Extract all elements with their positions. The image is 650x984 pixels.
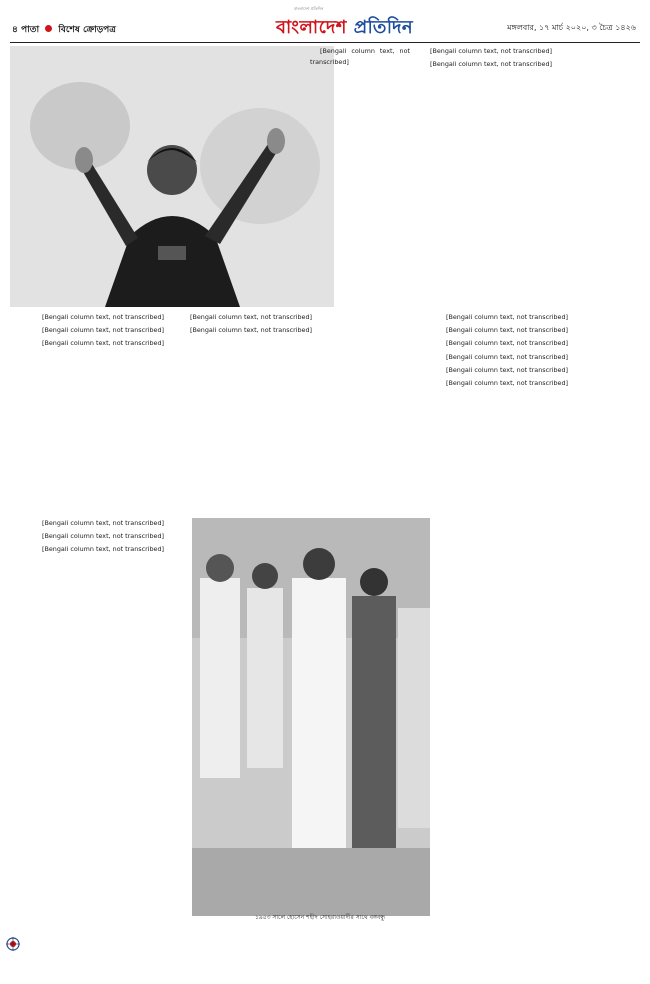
article-column-e (420, 46, 638, 311)
article-paragraph: [Bengali column text, not transcribed] (42, 519, 165, 527)
date-line: মঙ্গলবার, ১৭ মার্চ ২০২০, ৩ চৈত্র ১৪২৬ (507, 23, 636, 32)
article-paragraph: [Bengali column text, not transcribed] (446, 365, 569, 374)
article-column-f (180, 312, 346, 517)
article-paragraph: [Bengali column text, not transcribed] (190, 326, 313, 335)
photo-procession (192, 518, 430, 916)
article-paragraph: [Bengali column text, not transcribed] (42, 313, 165, 321)
page-header (0, 0, 650, 44)
article-column-c (32, 518, 190, 918)
masthead-logo-part2: প্রতিদিন (346, 17, 414, 38)
article-paragraph: [Bengali column text, not transcribed] (446, 326, 569, 335)
masthead (276, 6, 426, 42)
section-bullet-icon (45, 25, 52, 32)
article-paragraph: [Bengali column text, not transcribed] (310, 47, 410, 67)
page-number: ৪ পাতা (12, 25, 40, 35)
article-paragraph: [Bengali column text, not transcribed] (190, 313, 313, 321)
registration-mark-icon (6, 936, 20, 950)
article-paragraph: [Bengali column text, not transcribed] (446, 313, 569, 321)
article-paragraph: [Bengali column text, not transcribed] (42, 545, 165, 554)
masthead-tagline: বাংলাদেশ প্রতিদিন (294, 6, 324, 11)
article-paragraph: [Bengali column text, not transcribed] (42, 339, 165, 348)
masthead-logo (276, 13, 426, 44)
article-paragraph: [Bengali column text, not transcribed] (42, 326, 165, 335)
article-column-d (436, 312, 638, 916)
photo-speech (10, 46, 334, 307)
article-paragraph: [Bengali column text, not transcribed] (446, 379, 569, 388)
section-title: বিশেষ ক্রোড়পত্র (58, 25, 116, 35)
masthead-logo-part1: বাংলাদেশ (276, 17, 347, 38)
article-column-a (310, 46, 410, 311)
header-divider (10, 42, 640, 43)
article-paragraph: [Bengali column text, not transcribed] (446, 352, 569, 361)
article-paragraph: [Bengali column text, not transcribed] (42, 532, 165, 541)
page-label (12, 22, 116, 37)
article-paragraph: [Bengali column text, not transcribed] (446, 339, 569, 348)
article-paragraph: [Bengali column text, not transcribed] (430, 47, 553, 55)
article-paragraph: [Bengali column text, not transcribed] (430, 60, 553, 69)
photo-caption: ১৯৫৩ সালে হোসেন শহীদ সোহরাওয়ার্দীর সাথে বঙ্গবন্ধু (254, 914, 386, 921)
